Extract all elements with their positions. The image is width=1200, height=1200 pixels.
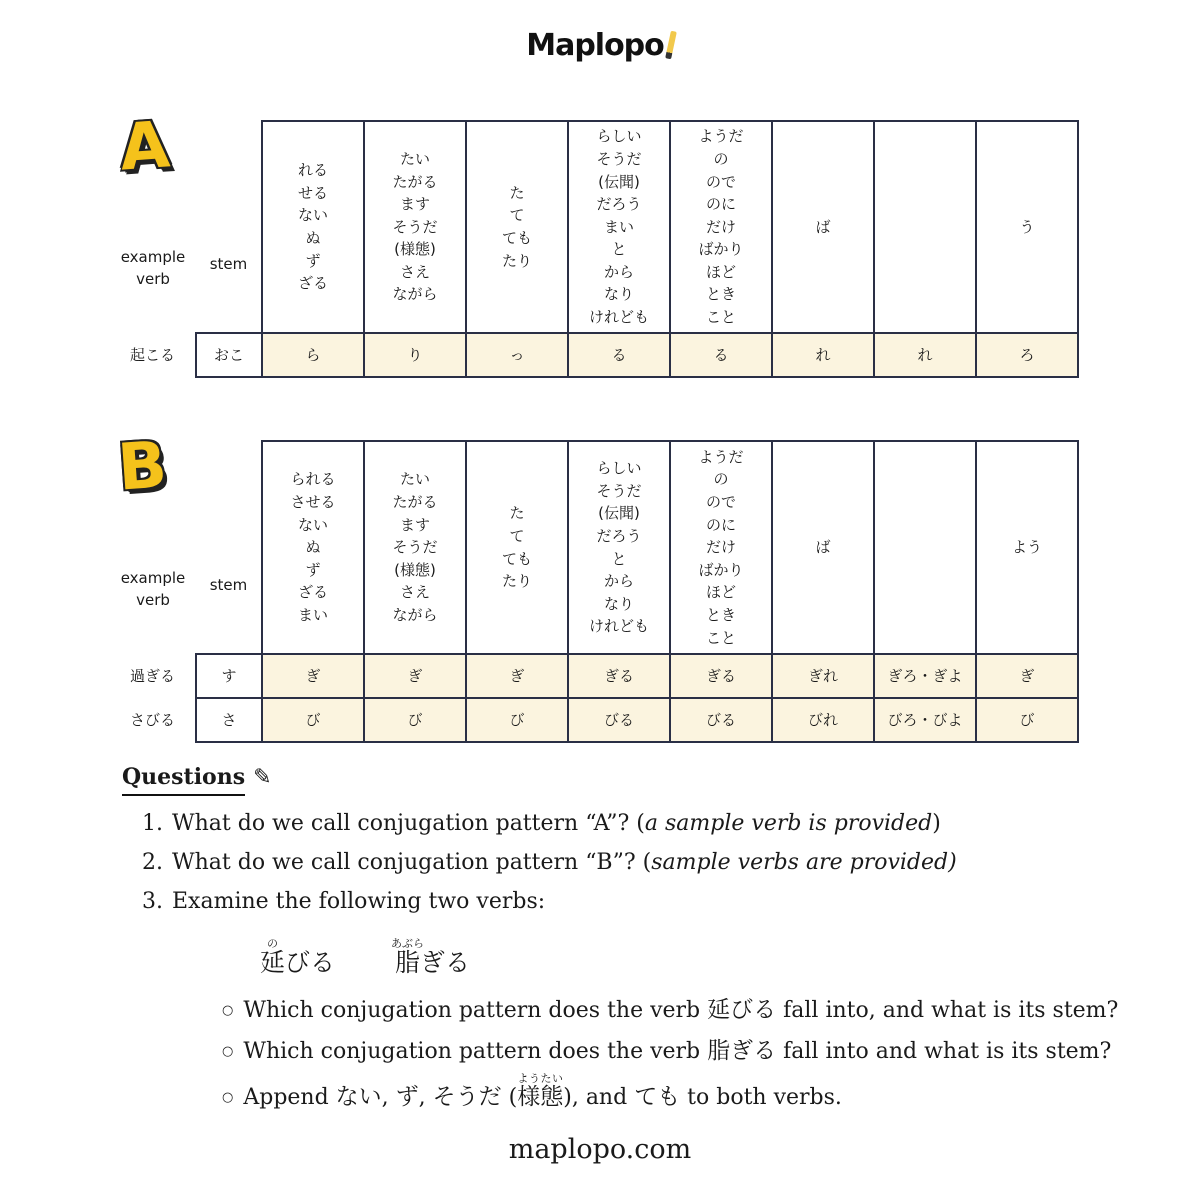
form-label: (伝聞)	[598, 504, 640, 523]
question-list	[122, 804, 1182, 1118]
form-label: らしい	[596, 127, 642, 146]
example-verb-cell: 過ぎる	[129, 666, 175, 685]
form-label: ぬ	[305, 538, 321, 557]
form-column-header	[976, 441, 1078, 654]
form-label: たり	[501, 572, 532, 591]
ending-cell: びる	[670, 698, 772, 742]
question-1: 1. What do we call conjugation pattern “A”? (a sample verb is provided)	[170, 804, 1182, 843]
example-verbs	[260, 937, 1182, 982]
form-column-header	[568, 121, 670, 333]
form-label: た	[509, 504, 525, 523]
form-label: こと	[705, 628, 736, 647]
form-label: だけ	[705, 538, 736, 557]
ending-cell: ぎろ・ぎよ	[874, 654, 976, 698]
stem-cell: さ	[196, 698, 262, 742]
stem-label: stem	[209, 255, 248, 274]
form-label: の	[713, 470, 729, 489]
form-label: そうだ	[392, 538, 438, 557]
form-label: よう	[1011, 538, 1042, 557]
ending-cell: ら	[262, 333, 364, 377]
sub-question-3: ○ Append ない, ず, そうだ (様態ようたい), and ても to both verbs.	[220, 1072, 1182, 1118]
ending-cell: れ	[874, 333, 976, 377]
form-label: ます	[399, 515, 430, 534]
form-label: まい	[603, 217, 634, 236]
form-label: ない	[297, 515, 328, 534]
form-label: ない	[297, 206, 328, 225]
form-column-header	[670, 121, 772, 333]
form-label: て	[509, 206, 525, 225]
form-label: なり	[603, 594, 634, 613]
form-label: そうだ	[596, 481, 642, 500]
ending-cell: び	[976, 698, 1078, 742]
form-label: ても	[501, 229, 532, 247]
form-label: から	[603, 572, 634, 591]
form-label: て	[509, 526, 525, 545]
form-label: ながら	[392, 605, 438, 624]
form-label: う	[1019, 217, 1035, 236]
form-label: と	[611, 549, 627, 568]
form-label: とき	[705, 285, 736, 304]
conjugation-table-b	[110, 440, 1079, 743]
form-column-header	[772, 121, 874, 333]
form-label: ので	[705, 172, 736, 191]
form-label: (様態)	[394, 560, 436, 579]
form-label: さえ	[399, 583, 430, 602]
ending-cell: ぎれ	[772, 654, 874, 698]
ending-cell: ぎ	[976, 654, 1078, 698]
form-label: さえ	[399, 262, 430, 281]
form-label: のに	[705, 195, 736, 214]
ending-cell: ぎ	[262, 654, 364, 698]
form-label: ます	[399, 195, 430, 214]
form-label: らしい	[596, 459, 642, 478]
form-label: させる	[290, 493, 336, 512]
form-column-header	[364, 441, 466, 654]
form-column-header	[466, 441, 568, 654]
ending-cell: びろ・びよ	[874, 698, 976, 742]
form-column-header	[874, 121, 976, 333]
ending-cell: ぎ	[364, 654, 466, 698]
form-label: れる	[297, 161, 328, 180]
form-label: た	[509, 183, 525, 202]
form-column-header	[976, 121, 1078, 333]
form-label: こと	[705, 308, 736, 327]
ending-cell: ぎる	[670, 654, 772, 698]
form-label: ので	[705, 493, 736, 512]
form-label: (様態)	[394, 240, 436, 259]
form-column-header	[466, 121, 568, 333]
form-column-header	[262, 441, 364, 654]
table-row	[110, 333, 1078, 377]
form-label: せる	[297, 183, 328, 202]
form-label: だろう	[596, 195, 642, 214]
form-label: ようだ	[698, 447, 744, 466]
table-row	[110, 654, 1078, 698]
form-label: だろう	[596, 526, 642, 545]
form-label: そうだ	[596, 149, 642, 168]
form-label: けれども	[588, 617, 649, 636]
form-label: のに	[705, 515, 736, 534]
form-column-header	[670, 441, 772, 654]
ending-cell: る	[670, 333, 772, 377]
ending-cell: び	[262, 698, 364, 742]
brand-logo	[0, 28, 1200, 63]
verb-nobiru: 延のびる	[260, 937, 336, 977]
stem-label: stem	[209, 576, 248, 595]
form-label: ほど	[705, 583, 736, 602]
form-label: と	[611, 240, 627, 259]
section-b-badge: B	[115, 428, 170, 506]
form-label: ぬ	[305, 229, 321, 247]
example-verb-cell: 起こる	[129, 345, 175, 364]
form-label: ざる	[297, 583, 328, 602]
ending-cell: る	[568, 333, 670, 377]
ending-cell: り	[364, 333, 466, 377]
form-label: ながら	[392, 285, 438, 304]
sub-question-list	[172, 990, 1182, 1118]
ending-cell: び	[364, 698, 466, 742]
form-column-header	[874, 441, 976, 654]
ending-cell: ぎ	[466, 654, 568, 698]
questions-title: Questions	[122, 764, 245, 796]
ending-cell: びる	[568, 698, 670, 742]
form-column-header	[772, 441, 874, 654]
ending-cell: っ	[466, 333, 568, 377]
form-column-header	[364, 121, 466, 333]
section-a-badge: A	[117, 108, 173, 186]
form-label: ばかり	[698, 240, 744, 259]
ending-cell: び	[466, 698, 568, 742]
ending-cell: ぎる	[568, 654, 670, 698]
question-2: 2. What do we call conjugation pattern “B”? (sample verbs are provided)	[170, 843, 1182, 882]
form-label: たい	[399, 149, 430, 168]
form-column-header	[568, 441, 670, 654]
table-b-header-row	[110, 441, 1078, 654]
brand-logo-text: Maplopo	[526, 28, 664, 63]
form-label: まい	[297, 605, 328, 624]
questions-section	[122, 764, 1182, 1118]
form-label: とき	[705, 605, 736, 624]
example-verb-label: example verb	[120, 568, 186, 610]
sub-question-1: ○ Which conjugation pattern does the verb 延びる fall into, and what is its stem?	[220, 990, 1182, 1031]
form-label: ようだ	[698, 127, 744, 146]
form-label: そうだ	[392, 217, 438, 236]
example-verb-cell: さびる	[129, 710, 175, 729]
question-3: 3. Examine the following two verbs: 延のびる 脂あぶらぎる ○ Which conjugation pattern does the verb 延びる fall into, and what is its stem? ○ Which conjugation pattern does the verb 脂ぎる fall into and what is its stem? ○ Append ない, ず, そうだ (様態ようたい), and ても to both verbs.	[170, 882, 1182, 1118]
form-label: ても	[501, 549, 532, 568]
ending-cell: びれ	[772, 698, 874, 742]
pencil-icon	[665, 31, 677, 60]
footer-url: maplopo.com	[508, 1134, 692, 1165]
form-column-header	[262, 121, 364, 333]
form-label: ば	[815, 217, 831, 236]
form-label: ざる	[297, 274, 328, 293]
form-label: ば	[815, 538, 831, 557]
form-label: ず	[305, 251, 321, 270]
form-label: ほど	[705, 262, 736, 281]
ending-cell: ろ	[976, 333, 1078, 377]
form-label: ばかり	[698, 560, 744, 579]
form-label: ず	[305, 560, 321, 579]
example-verb-label: example verb	[120, 247, 186, 289]
form-label: られる	[290, 470, 336, 489]
pencil-icon: ✎	[253, 765, 272, 790]
form-label: だけ	[705, 217, 736, 236]
form-label: たり	[501, 251, 532, 270]
form-label: から	[603, 262, 634, 281]
table-a-header-row	[110, 121, 1078, 333]
sub-question-2: ○ Which conjugation pattern does the verb 脂ぎる fall into and what is its stem?	[220, 1031, 1182, 1072]
form-label: なり	[603, 285, 634, 304]
form-label: の	[713, 149, 729, 168]
form-label: けれども	[588, 308, 649, 327]
verb-aburagiru: 脂あぶらぎる	[391, 937, 471, 977]
stem-cell: す	[196, 654, 262, 698]
form-label: たがる	[392, 172, 438, 191]
form-label: たがる	[392, 493, 438, 512]
ending-cell: れ	[772, 333, 874, 377]
conjugation-table-a	[110, 120, 1079, 378]
form-label: (伝聞)	[598, 172, 640, 191]
stem-cell: おこ	[196, 333, 262, 377]
table-row	[110, 698, 1078, 742]
form-label: たい	[399, 470, 430, 489]
